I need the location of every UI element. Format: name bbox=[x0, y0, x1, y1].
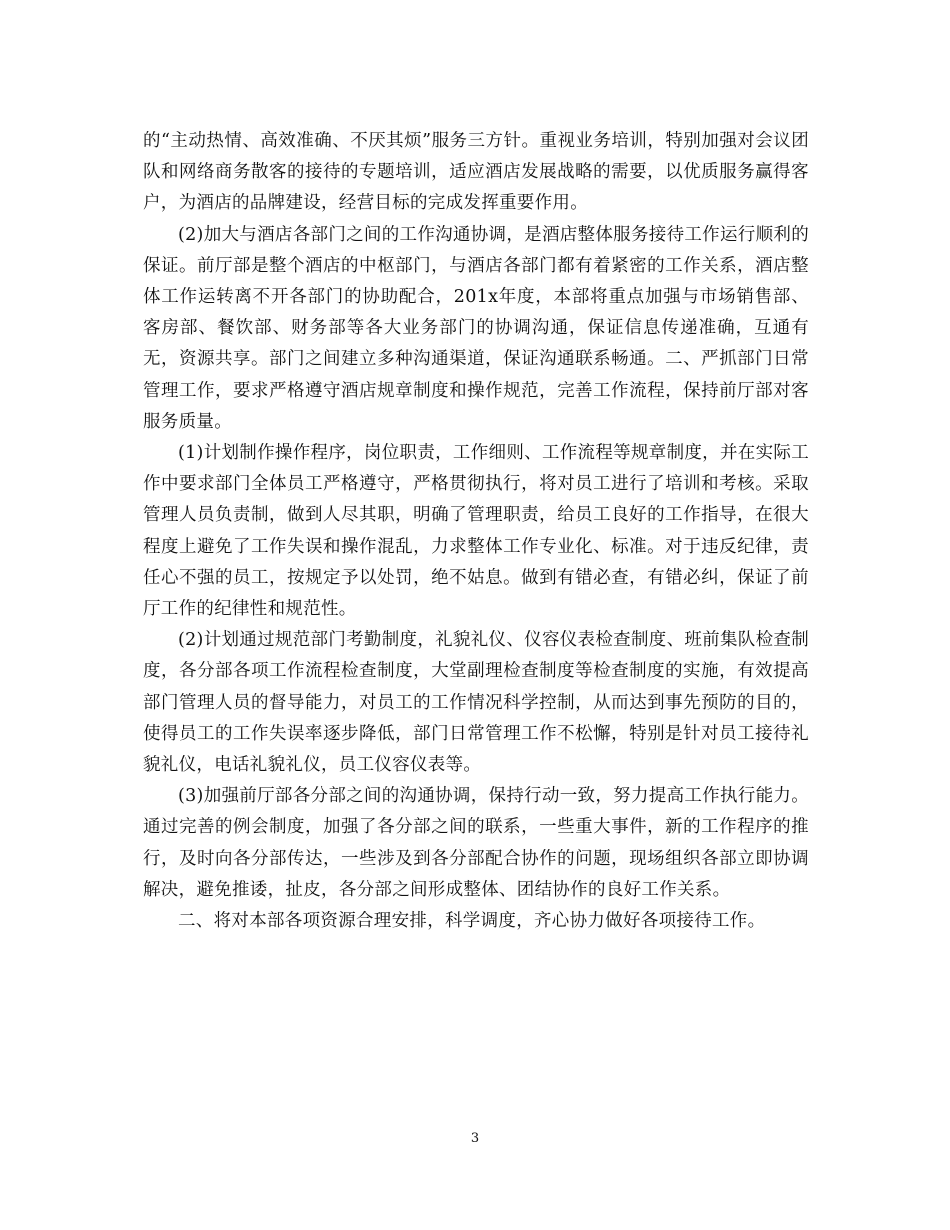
paragraph-3: (1)计划制作操作程序，岗位职责，工作细则、工作流程等规章制度，并在实际工作中要求部门全体员工严格遵守，严格贯彻执行，将对员工进行了培训和考核。采取管理人员负责制，做到人尽其职，明确了管理职责，给员工良好的工作指导，在很大程度上避免了工作失误和操作混乱，力求整体工作专业化、标准。对于违反纪律，责任心不强的员工，按规定予以处罚，绝不姑息。做到有错必查，有错必纠，保证了前厅工作的纪律性和规范性。 bbox=[143, 443, 809, 620]
page-number: 3 bbox=[470, 1131, 480, 1146]
paragraph-1: 的“主动热情、高效准确、不厌其烦”服务三方针。重视业务培训，特别加强对会议团队和网络商务散客的接待的专题培训，适应酒店发展战略的需要，以优质服务赢得客户，为酒店的品牌建设，经营目标的完成发挥重要作用。 bbox=[143, 131, 809, 214]
document-body bbox=[143, 126, 809, 937]
paragraph-5: (3)加强前厅部各分部之间的沟通协调，保持行动一致，努力提高工作执行能力。通过完善的例会制度，加强了各分部之间的联系，一些重大事件，新的工作程序的推行，及时向各分部传达，一些涉及到各分部配合协作的问题，现场组织各部立即协调解决，避免推诿，扯皮，各分部之间形成整体、团结协作的良好工作关系。 bbox=[143, 786, 809, 900]
paragraph-6: 二、将对本部各项资源合理安排，科学调度，齐心协力做好各项接待工作。 bbox=[178, 911, 766, 932]
paragraph-4: (2)计划通过规范部门考勤制度，礼貌礼仪、仪容仪表检查制度、班前集队检查制度，各分部各项工作流程检查制度，大堂副理检查制度等检查制度的实施，有效提高部门管理人员的督导能力，对员工的工作情况科学控制，从而达到事先预防的目的，使得员工的工作失误率逐步降低，部门日常管理工作不松懈，特别是针对员工接待礼貌礼仪，电话礼貌礼仪，员工仪容仪表等。 bbox=[143, 630, 809, 776]
paragraph-2: (2)加大与酒店各部门之间的工作沟通协调，是酒店整体服务接待工作运行顺利的保证。前厅部是整个酒店的中枢部门，与酒店各部门都有着紧密的工作关系，酒店整体工作运转离不开各部门的协助配合，201x年度，本部将重点加强与市场销售部、客房部、餐饮部、财务部等各大业务部门的协调沟通，保证信息传递准确，互通有无，资源共享。部门之间建立多种沟通渠道，保证沟通联系畅通。二、严抓部门日常管理工作，要求严格遵守酒店规章制度和操作规范，完善工作流程，保持前厅部对客服务质量。 bbox=[143, 224, 809, 432]
